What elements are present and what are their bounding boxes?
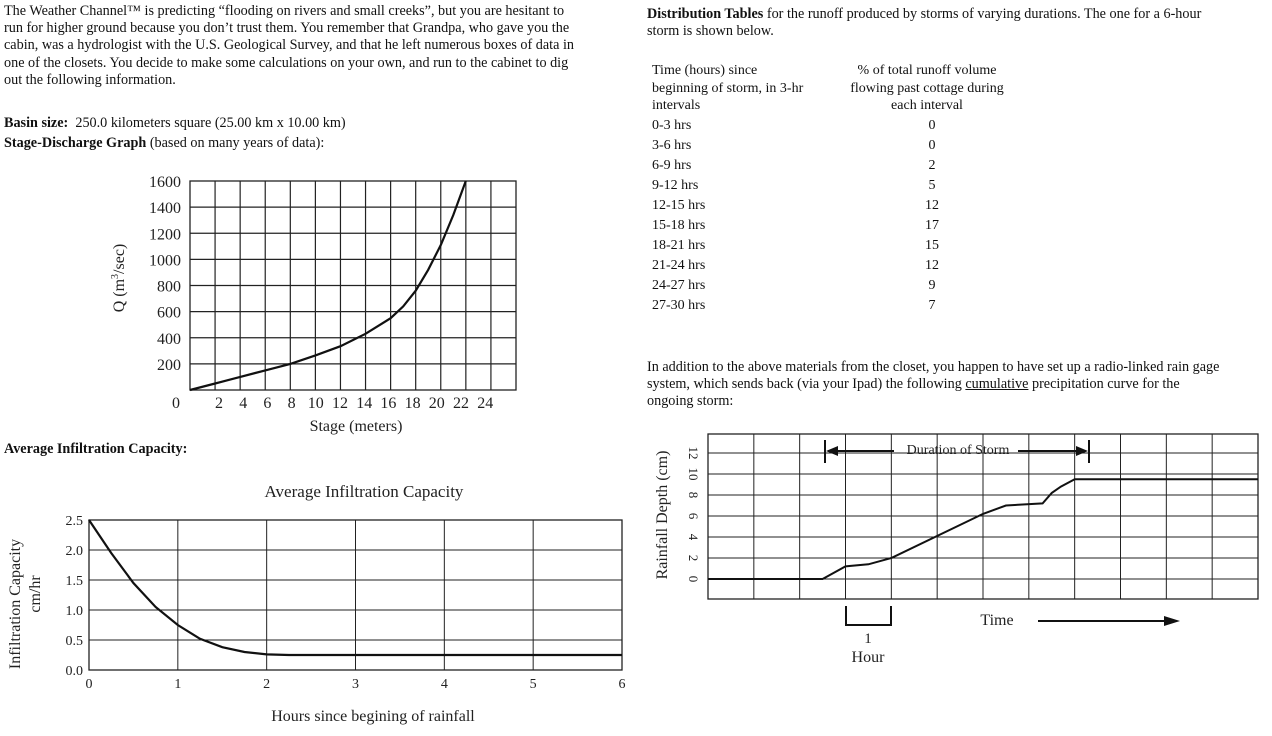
y-tick-label: 12 [686,446,701,460]
radio-text: precipitation curve for the [1028,376,1180,393]
stage-discharge-y-axis-label: Q $(m^3/\sec)$ [110,243,128,313]
stage-discharge-grid [190,181,516,390]
y-tick-label: 600 [157,304,181,322]
row-time: 15-18 hrs [652,218,706,233]
distribution-table [652,62,1032,322]
x-tick-label: 6 [263,395,272,412]
row-percent: 12 [925,258,939,273]
y-tick-label: 2 [686,554,701,562]
header-line: each interval [891,98,963,113]
y-tick-label: 6 [686,512,701,520]
row-time: 24-27 hrs [652,278,706,293]
row-percent: 0 [928,138,936,153]
stage-discharge-origin-label: 0 [172,395,180,412]
x-tick-label: 0 [85,677,93,692]
rainfall-chart [640,420,1272,736]
infiltration-heading-label: Average Infiltration Capacity: [4,441,188,457]
distribution-intro [647,6,1267,40]
duration-right-arrowhead [1076,446,1088,456]
basin-size-label: Basin size: [4,115,69,131]
radio-line: In addition to the above materials from the closet, you happen to have set up a radio-linked rain gage [647,359,1220,375]
y-tick-label: 0.5 [65,634,83,649]
radio-line [647,376,1267,393]
table-row [652,196,952,216]
x-tick-label: 22 [453,395,469,412]
x-tick-label: 5 [529,677,537,692]
header-line: flowing past cottage during [850,80,1004,96]
infiltration-chart-title: Average Infiltration Capacity [264,482,464,501]
header-line: intervals [652,98,701,113]
intro-line: one of the closets. You decide to make some calculations on your own, and run to the cabinet to dig [4,54,569,71]
distribution-text: for the runoff produced by storms of varying durations. The one for a 6-hour [766,6,1202,22]
intro-line: The Weather Channel™ is predicting “flooding on rivers and small creeks”, but you are hesitant to [4,3,565,19]
x-tick-label: 6 [618,677,626,692]
y-tick-label: 1.5 [65,574,83,589]
distribution-intro-line: storm is shown below. [647,23,774,40]
infiltration-y-axis-units: cm/hr [27,575,44,613]
x-tick-label: 16 [380,395,397,412]
row-percent: 17 [925,218,939,233]
radio-paragraph [647,359,1267,411]
one-hour-number: 1 [864,631,872,647]
row-time: 21-24 hrs [652,258,706,273]
duration-of-storm-label: Duration of Storm [906,443,1010,458]
x-tick-label: 4 [440,677,448,692]
x-tick-label: 18 [404,395,421,412]
row-percent: 9 [928,278,936,293]
table-row [652,276,952,296]
duration-left-arrowhead [826,446,838,456]
distribution-intro-line [647,6,1267,23]
y-tick-label: 1200 [149,226,181,244]
y-tick-label: 10 [686,467,701,481]
row-time: 3-6 hrs [652,138,692,153]
intro-line: out the following information. [4,71,176,88]
infiltration-heading [4,441,187,458]
stage-discharge-chart [0,0,640,440]
stage-discharge-x-ticks [215,395,493,412]
row-percent: 15 [925,238,939,253]
table-row [652,136,952,156]
x-tick-label: 8 [287,395,296,412]
y-tick-label: 2.0 [65,544,83,559]
row-percent: 0 [928,118,936,133]
infiltration-x-ticks [86,677,626,692]
distribution-col1-header [652,62,803,115]
x-tick-label: 20 [428,395,445,412]
stage-discharge-x-axis-label: Stage (meters) [309,418,403,435]
one-hour-bracket [846,606,891,625]
header-line: % of total runoff volume [857,63,997,78]
one-hour-label: Hour [851,649,885,666]
row-percent: 2 [928,158,936,173]
y-tick-label: 1400 [149,200,181,218]
x-tick-label: 3 [352,677,359,692]
table-row [652,216,952,236]
radio-underlined-word: cumulative [965,376,1029,393]
row-time: 27-30 hrs [652,298,706,313]
row-percent: 12 [925,198,939,213]
distribution-title: Distribution Tables [647,6,764,22]
infiltration-grid [89,520,622,670]
radio-text: system, which sends back (via your Ipad) the following [647,376,966,393]
header-line: Time (hours) since [652,63,758,78]
x-tick-label: 12 [332,395,348,412]
distribution-col2-header [832,62,1022,115]
stage-discharge-label: Stage-Discharge Graph [4,135,147,151]
infiltration-y-ticks [66,514,84,679]
table-row [652,256,952,276]
x-tick-label: 2 [263,677,271,692]
row-percent: 5 [928,178,936,193]
basin-size-value: 250.0 kilometers square (25.00 km x 10.00 km) [75,115,346,131]
x-tick-label: 14 [356,395,373,412]
y-tick-label: 1600 [149,174,181,191]
y-tick-label: 8 [686,491,701,499]
rainfall-x-axis-label: Time [980,612,1014,629]
rainfall-y-ticks [686,447,701,583]
infiltration-x-axis-label: Hours since begining of rainfall [271,708,475,725]
infiltration-y-axis-label: Infiltration Capacity [7,538,24,670]
intro-line: run for higher ground because you don’t trust them. You remember that Grandpa, who gave you the [4,20,570,37]
stage-discharge-y-ticks [149,174,181,374]
table-row [652,236,952,256]
rainfall-y-axis-title: Rainfall Depth (cm) [654,450,671,580]
y-tick-label: 0.0 [65,664,83,679]
y-tick-label: 4 [686,533,701,541]
table-row [652,156,952,176]
y-tick-label: 2.5 [65,514,83,529]
row-time: 6-9 hrs [652,158,692,173]
x-tick-label: 1 [174,677,182,692]
x-tick-label: 24 [477,395,494,412]
header-line: beginning of storm, in 3-hr [652,80,804,96]
row-time: 0-3 hrs [652,118,692,133]
row-time: 18-21 hrs [652,238,706,253]
time-arrowhead [1164,616,1180,626]
rainfall-grid [708,434,1258,599]
stage-discharge-note: (based on many years of data): [149,135,325,151]
y-tick-label: 0 [686,575,701,583]
y-tick-label: 1.0 [65,604,83,619]
y-tick-label: 400 [157,330,181,348]
infiltration-chart [0,470,640,736]
x-tick-label: 4 [239,395,248,412]
y-tick-label: 200 [157,356,181,374]
row-time: 12-15 hrs [652,198,706,213]
intro-line: cabin, was a hydrologist with the U.S. Geological Survey, and that he left numerous boxes of data in [4,37,574,54]
table-row [652,116,952,136]
x-tick-label: 10 [307,395,324,412]
x-tick-label: 2 [215,395,223,412]
y-tick-label: 800 [157,278,181,296]
y-tick-label: 1000 [149,252,181,270]
table-row [652,176,952,196]
radio-line: ongoing storm: [647,393,734,410]
row-time: 9-12 hrs [652,178,699,193]
row-percent: 7 [928,298,936,313]
table-row [652,296,952,316]
